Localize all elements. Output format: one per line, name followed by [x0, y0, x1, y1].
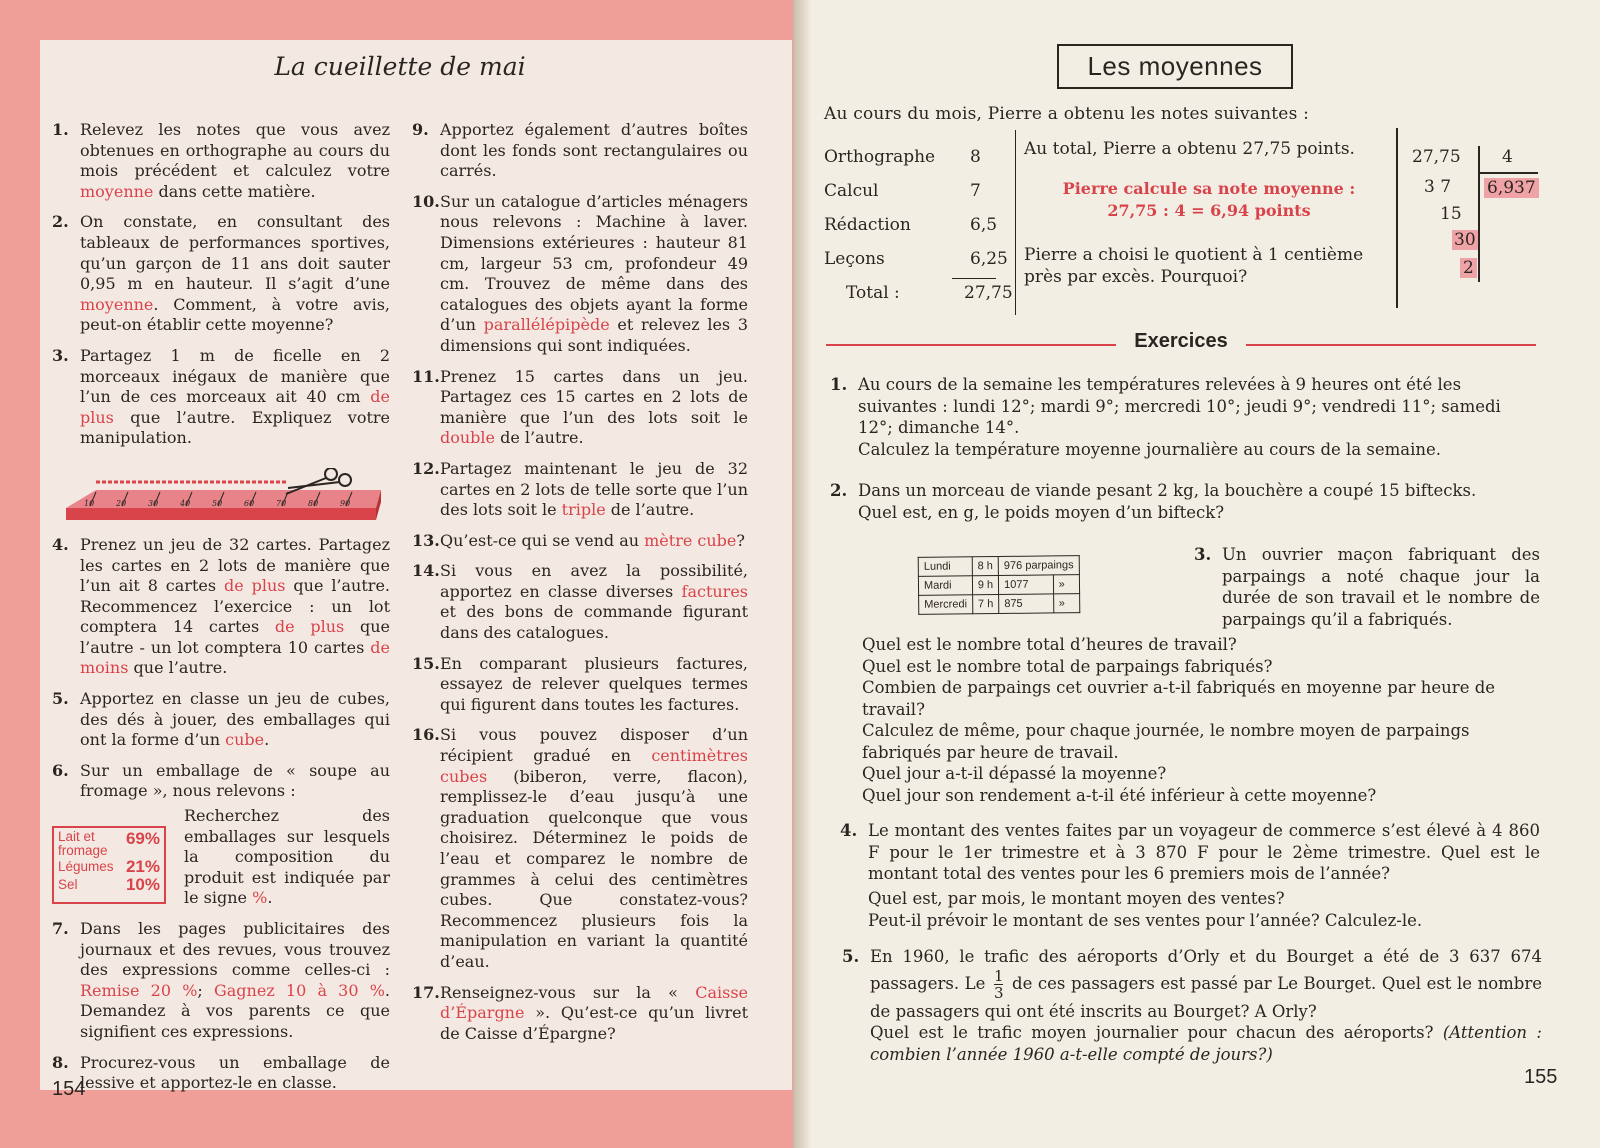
highlight-term: Caisse d’Épargne [440, 982, 748, 1023]
grade-subject: Calcul [824, 181, 879, 201]
ruler-label: 90 [340, 499, 351, 508]
exercise-number: 12. [412, 458, 440, 478]
left-col1-exercise [52, 535, 390, 679]
exercise-text: Sur un emballage de « soupe au fromage », nous relevons : [80, 760, 390, 801]
grade-subject: Rédaction [824, 215, 911, 235]
composition-row [58, 858, 160, 876]
divider-line [1015, 130, 1016, 315]
exercise-text: (biberon, verre, flacon), remplissez-le d’eau jusqu’à une graduation quelconque que vous choisirez. Déterminez le poids de l’eau et comparez le nombre de grammes à celui des centimètres cubes. Que constatez-vous? Recommencez plusieurs fois la manipulation en variant la quantité d’eau. [440, 766, 748, 971]
exercise-question: Quel jour son rendement a-t-il été inférieur à cette moyenne? [862, 785, 1377, 805]
exercise-number: 10. [412, 191, 440, 211]
division-divisor: 4 [1502, 147, 1513, 167]
table-cell: » [1053, 594, 1079, 613]
left-col2-exercise [412, 654, 748, 716]
composition-label: Légumes [58, 859, 114, 874]
ruler-label: 70 [276, 499, 287, 508]
book-fold [793, 0, 811, 1148]
division-step-2: 15 [1440, 204, 1462, 224]
composition-label: Lait et fromage [58, 829, 108, 858]
highlight-term: moyenne [80, 181, 154, 201]
highlight-term: factures [681, 581, 748, 601]
left-col2-exercise [412, 983, 748, 1045]
composition-row [58, 876, 160, 894]
left-col1-exercise [52, 346, 390, 449]
exercise-text: Recherchez des emballages sur lesquels la composition du produit est indiquée par le signe [184, 806, 390, 908]
left-col1-exercise [52, 689, 390, 751]
table-row [918, 556, 1079, 577]
highlight-term: de plus [274, 617, 345, 637]
exercise-text: Au cours de la semaine les températures relevées à 9 heures ont été les suivantes : lundi 12°; mardi 9°; mercredi 10°; jeudi 9°; vendredi 11°; samedi 12°; dimanche 14°. [858, 375, 1501, 437]
exercise-4-questions [868, 888, 1538, 931]
exercise-text: et des bons de commande figurant dans des catalogues. [440, 602, 748, 643]
ruler-label: 50 [212, 499, 223, 508]
exercise-text: ». Qu’est-ce qu’un livret de Caisse d’Épargne? [440, 1003, 748, 1043]
ruler-label: 10 [84, 499, 95, 508]
exercise-number: 16. [412, 725, 440, 745]
grades-list [824, 140, 1014, 310]
exercise-text: de l’autre. [495, 428, 584, 448]
exercise-text: Si vous en avez la possibilité, apportez en classe diverses [440, 561, 748, 601]
exercise-text: Qu’est-ce qui se vend au [440, 530, 645, 550]
division-left-line [1396, 128, 1398, 308]
exercise-text: et relevez les 3 dimensions qui sont indiquées. [440, 315, 748, 355]
composition-row [58, 830, 160, 858]
exercise-text: Prenez 15 cartes dans un jeu. Partagez ces 15 cartes en 2 lots de manière que l’un des lots soit le [440, 366, 748, 427]
exercise-question: Quel est le nombre total de parpaings fabriqués? [862, 656, 1273, 676]
table-cell: 7 h [972, 595, 998, 614]
exercise-number: 3. [1194, 545, 1212, 564]
exercise-text: On constate, en consultant des tableaux de performances sportives, qu’un garçon de 11 ans doit sauter 0,95 m en hauteur. Il s’agit d’une [80, 212, 390, 294]
right-page-title: Les moyennes [1057, 44, 1293, 89]
exercise-number: 5. [52, 689, 69, 709]
left-col1-exercise [52, 919, 390, 1043]
exercise-text: Un ouvrier maçon fabriquant des parpaings a noté chaque jour la durée de son travail et le nombre de parpaings qu’il a fabriqués. [1222, 545, 1540, 629]
exercise-number: 11. [412, 366, 440, 386]
composition-value: 10% [125, 875, 160, 894]
calc-line-2: 27,75 : 4 = 6,94 points [1107, 201, 1311, 220]
total-label: Total : [846, 283, 900, 303]
left-page-number: 154 [52, 1078, 86, 1100]
exercise-number: 9. [412, 120, 429, 139]
exercise-question: Combien de parpaings cet ouvrier a-t-il fabriqués en moyenne par heure de travail? [862, 678, 1496, 719]
header-rule-right [1246, 344, 1536, 346]
exercise-question: Quel est le nombre total d’heures de travail? [862, 635, 1237, 654]
exercise-text: Partagez 1 m de ficelle en 2 morceaux inégaux de manière que l’un de ces morceaux ait 40 cm [80, 345, 390, 407]
composition-box [52, 826, 166, 904]
fraction-denominator: 3 [993, 983, 1004, 1002]
exercise-text: Procurez-vous un emballage de lessive et apportez-le en classe. [80, 1052, 390, 1093]
exercise-text: Si vous pouvez disposer d’un récipient gradué en [440, 725, 748, 766]
exercise-number: 8. [52, 1052, 69, 1072]
division-remainder: 2 [1460, 258, 1477, 278]
exercise-text: que l’autre. [128, 658, 228, 678]
exercise-text: Dans les pages publicitaires des journaux et des revues, vous trouvez des expressions comme celles-ci : [80, 919, 390, 980]
highlight-term: centimètres cubes [440, 746, 748, 786]
exercise-question: Calculez la température moyenne journalière au cours de la semaine. [858, 439, 1442, 459]
total-explanation [1024, 138, 1394, 288]
exercise-question: Calculez de même, pour chaque journée, le nombre moyen de parpaings fabriqués par heure de travail. [862, 721, 1470, 762]
exercise-text: Prenez un jeu de 32 cartes. Partagez les cartes en 2 lots de manière que l’un ait 8 cartes [80, 534, 390, 596]
exercise-text: Renseignez-vous sur la « [440, 982, 696, 1002]
exercise-3-questions [862, 634, 1538, 806]
table-cell: Mardi [918, 576, 972, 596]
left-page-title: La cueillette de mai [274, 52, 526, 81]
highlight-term: % [252, 888, 268, 908]
table-cell: Lundi [918, 557, 972, 577]
exercise-number: 13. [412, 530, 440, 550]
exercise-number: 5. [842, 947, 860, 966]
left-col2-exercise [412, 120, 748, 182]
composition-value: 21% [125, 857, 160, 876]
exercise-text: . [264, 730, 270, 750]
header-rule-left [826, 344, 1116, 346]
exercise-number: 2. [52, 212, 69, 232]
grade-value: 6,5 [970, 215, 998, 235]
table-cell: 875 [999, 594, 1054, 614]
exercise-text: . Demandez à vos parents ce que signifient ces expressions. [80, 980, 391, 1041]
exercise-text: dans cette matière. [153, 181, 316, 201]
left-col2-exercise [412, 531, 748, 552]
exercise-question: Quel est, par mois, le montant moyen des ventes? [868, 889, 1285, 908]
exercise-text: Dans un morceau de viande pesant 2 kg, la bouchère a coupé 15 biftecks. [858, 481, 1477, 500]
exercise-text: En 1960, le trafic des aéroports d’Orly et du Bourget a été de 3 637 674 passagers. Le [870, 947, 1542, 993]
composition-label: Sel [58, 877, 78, 892]
left-column-2 [412, 120, 748, 1054]
exercise-3 [1194, 544, 1540, 630]
left-col1-exercise [52, 212, 390, 336]
exercise-number: 6. [52, 760, 69, 780]
left-col1-exercise [52, 1053, 390, 1094]
exercise-text: de l’autre. [605, 500, 695, 520]
intro-text: Au cours du mois, Pierre a obtenu les notes suivantes : [824, 104, 1310, 124]
exercise-text: Sur un catalogue d’articles ménagers nous relevons : Machine à laver. Dimensions extérieures : hauteur 81 cm, largeur 53 cm, profondeur 49 cm. Trouvez de même dans des catalogues des objets ayant la forme d’un [440, 191, 748, 335]
left-col2-exercise [412, 367, 748, 449]
left-col1-exercise [52, 120, 390, 202]
grade-value: 8 [970, 147, 981, 167]
exercise-text: Partagez maintenant le jeu de 32 cartes en 2 lots de telle sorte que l’un des lots soit le [440, 458, 748, 520]
exercise-question: Quel est le trafic moyen journalier pour chacun des aéroports? [870, 1023, 1434, 1042]
grade-row [824, 242, 1014, 276]
exercise-1 [830, 374, 1536, 470]
ruler-label: 30 [148, 499, 159, 508]
table-row [919, 594, 1080, 615]
division-step-3: 30 [1454, 230, 1476, 250]
grade-subject: Leçons [824, 249, 885, 269]
exercise-text: . Comment, à votre avis, peut-on établir cette moyenne? [80, 294, 390, 335]
exercise-number: 2. [830, 481, 848, 500]
ruler-label: 60 [244, 499, 255, 508]
ruler-scissors-illustration [56, 468, 386, 528]
exercise-text: Relevez les notes que vous avez obtenues en orthographe au cours du mois précédent et calculez votre [80, 120, 390, 181]
grade-subject: Orthographe [824, 147, 936, 167]
exercise-number: 3. [52, 345, 69, 365]
exercise-text: que l’autre - un lot comptera 10 cartes [80, 617, 391, 657]
total-row [824, 276, 1014, 310]
total-value: 27,75 [964, 283, 1013, 303]
rounding-question: Pierre a choisi le quotient à 1 centième près par excès. Pourquoi? [1024, 245, 1364, 287]
bricks-table [918, 555, 1080, 615]
table-cell: » [1053, 575, 1079, 594]
exercise-number: 1. [830, 375, 848, 394]
ruler-label: 80 [308, 499, 319, 508]
left-col2-exercise [412, 459, 748, 521]
exercise-number: 14. [412, 561, 440, 581]
ruler-label: 20 [116, 499, 127, 508]
highlight-term: parallélépipède [483, 315, 610, 335]
exercise-text: ? [736, 530, 745, 550]
exercise-number: 4. [840, 821, 858, 840]
highlight-term: Gagnez 10 à 30 % [213, 980, 385, 1000]
left-col1-exercise [52, 761, 390, 802]
ruler-label: 40 [180, 499, 191, 508]
highlight-term: mètre cube [644, 530, 737, 550]
division-bar [1478, 146, 1480, 282]
left-col2-exercise [412, 561, 748, 643]
exercise-4 [840, 820, 1540, 895]
table-cell: 8 h [972, 557, 998, 576]
division-step-1: 3 7 [1424, 177, 1452, 197]
exercise-2 [830, 480, 1536, 533]
exercise-text: En comparant plusieurs factures, essayez de relever quelques termes qui figurent dans toutes les factures. [440, 653, 748, 714]
highlight-term: Remise 20 % [80, 980, 198, 1000]
highlight-term: de plus [223, 576, 286, 596]
exercise-number: 7. [52, 919, 69, 938]
composition-value: 69% [125, 829, 160, 848]
left-column-1 [52, 120, 390, 1104]
table-row [918, 575, 1079, 596]
exercise-number: 4. [52, 534, 69, 554]
highlight-term: moyenne [80, 294, 154, 314]
exercise-number: 15. [412, 653, 440, 673]
exercises-header [826, 330, 1536, 360]
exercise-text: Le montant des ventes faites par un voyageur de commerce s’est élevé à 4 860 F pour le 1er trimestre et à 3 870 F pour le 2ème trimestre. Quel est le montant total des ventes pour les 6 premiers mois de l’année? [868, 821, 1540, 883]
fraction [994, 968, 1004, 1001]
exercises-title: Exercices [1134, 330, 1228, 352]
right-page-number: 155 [1524, 1066, 1558, 1088]
grade-row [824, 208, 1014, 242]
sum-line [952, 278, 996, 279]
exercise-number: 17. [412, 982, 440, 1002]
total-text: Au total, Pierre a obtenu 27,75 points. [1024, 139, 1355, 159]
division-underline [1478, 172, 1538, 174]
table-cell: 9 h [972, 576, 998, 595]
grade-value: 6,25 [970, 249, 1008, 269]
table-cell: 1077 [998, 575, 1053, 595]
grade-value: 7 [970, 181, 981, 201]
exercise-text: de ces passagers est passé par Le Bourget. Quel est le nombre de passagers qui ont été inscrits au Bourget? A Orly? [870, 973, 1543, 1021]
grade-row [824, 174, 1014, 208]
highlight-term: double [440, 428, 496, 448]
division-quotient: 6,937 [1484, 178, 1539, 198]
exercise-text: que l’autre. Expliquez votre manipulation. [80, 407, 390, 448]
exercise-5 [842, 946, 1542, 1075]
exercise-text: que l’autre. Recommencez l’exercice : un lot comptera 14 cartes [80, 576, 390, 637]
calc-line-1: Pierre calcule sa note moyenne : [1062, 179, 1356, 198]
exercise-hint: (Attention : combien l’année 1960 a-t-elle compté de jours?) [870, 1023, 1542, 1064]
highlight-term: de plus [80, 387, 390, 427]
highlight-term: cube [225, 730, 265, 750]
exercise-text: Apportez en classe un jeu de cubes, des dés à jouer, des emballages qui ont la forme d’un [80, 689, 390, 750]
exercise-question: Peut-il prévoir le montant de ses ventes pour l’année? Calculez-le. [868, 910, 1423, 930]
table-cell: Mercredi [919, 595, 973, 615]
grade-row [824, 140, 1014, 174]
highlight-term: triple [561, 500, 606, 520]
exercise-text: ; [197, 980, 214, 1000]
table-cell: 976 parpaings [998, 556, 1079, 576]
left-col2-exercise [412, 725, 748, 972]
exercise-text: . [267, 888, 273, 908]
exercise-number: 1. [52, 120, 69, 139]
exercise-question: Quel est, en g, le poids moyen d’un bifteck? [858, 502, 1225, 522]
left-col2-exercise [412, 192, 748, 357]
division-dividend: 27,75 [1412, 147, 1461, 167]
exercise-question: Quel jour a-t-il dépassé la moyenne? [862, 764, 1167, 783]
exercise-text: Apportez également d’autres boîtes dont les fonds sont rectangulaires ou carrés. [440, 120, 748, 181]
highlight-term: de moins [80, 637, 390, 678]
fraction-numerator: 1 [993, 966, 1004, 985]
